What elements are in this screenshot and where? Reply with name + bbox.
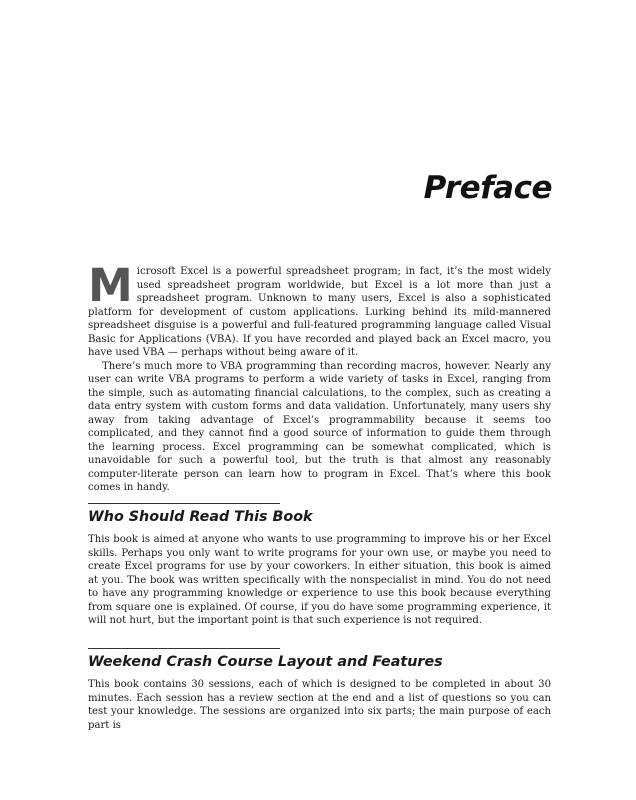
intro-paragraph-1 bbox=[88, 259, 551, 360]
section-rule bbox=[88, 503, 280, 504]
section-layout-features bbox=[88, 648, 551, 732]
section-heading: Who Should Read This Book bbox=[88, 509, 313, 525]
section-body: This book is aimed at anyone who wants to use programming to improve his or her Excel skills. Perhaps you only want to write programs for your own use, or maybe you need to create Excel programs for use by your coworkers. In either situation, this book is aimed at you. The book was written specifically with the nonspecialist in mind. You do not need to have any programming knowledge or experience to use this book because everything from square one is explained. Of course, if you do have some programming experience, it will not hurt, but the important point is that such experience is not required. bbox=[88, 534, 551, 626]
section-who-should-read bbox=[88, 503, 551, 628]
drop-cap-letter: M bbox=[88, 259, 133, 312]
section-rule bbox=[88, 648, 280, 649]
section-heading: Weekend Crash Course Layout and Features bbox=[88, 654, 443, 670]
chapter-title: Preface bbox=[423, 170, 552, 206]
intro-paragraph-1-text: icrosoft Excel is a powerful spreadsheet program; in fact, it’s the most widely used spreadsheet program worldwide, but Excel is a lot more than just a spreadsheet program. Unknown to many users, Excel is also a sophisticated platform for development of custom applications. Lurking behind its mild-mannered spreadsheet disguise is a powerful and full-featured programming language called Visual Basic for Applications (VBA). If you have recorded and played back an Excel macro, you have used VBA — perhaps without being aware of it. bbox=[88, 266, 551, 358]
intro-paragraph-2: There’s much more to VBA programming than recording macros, however. Nearly any user can write VBA programs to perform a wide variety of tasks in Excel, ranging from the simple, such as automating financial calculations, to the complex, such as creating a data entry system with custom forms and data validation. Unfortunately, many users shy away from taking advantage of Excel’s programmability because it seems too complicated, and they cannot find a good source of information to guide them through the learning process. Excel programming can be somewhat complicated, which is unavoidable for such a powerful tool, but the truth is that almost any reasonably computer-literate person can learn how to program in Excel. That’s where this book comes in handy. bbox=[88, 360, 551, 493]
section-body: This book contains 30 sessions, each of which is designed to be completed in about 30 minutes. Each session has a review section at the end and a list of questions so you can test your knowledge. The sessions are organized into six parts; the main purpose of each part is bbox=[88, 679, 551, 731]
intro-text bbox=[88, 259, 551, 495]
